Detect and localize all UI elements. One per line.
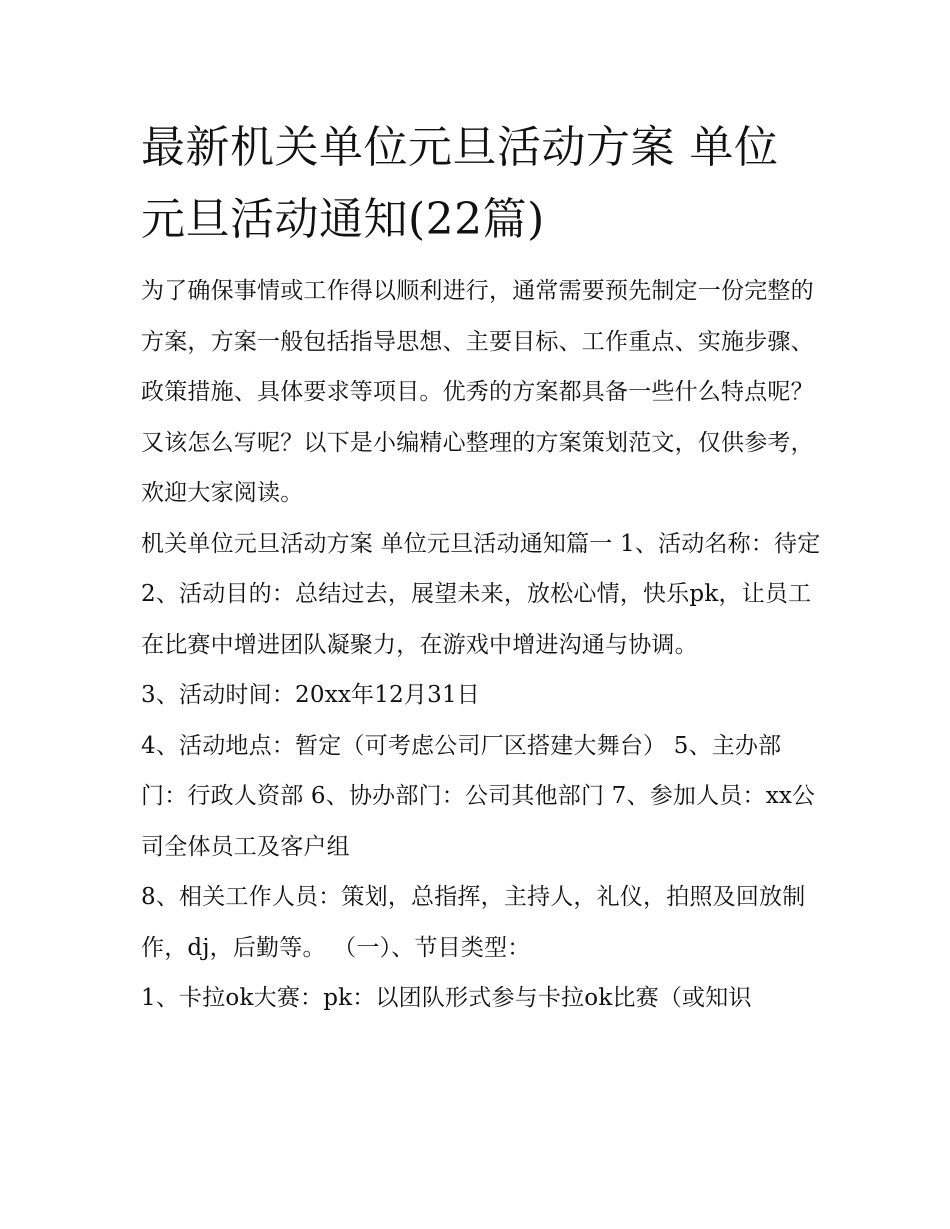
activity-name-paragraph: 机关单位元旦活动方案 单位元旦活动通知篇一 1、活动名称：待定 — [141, 530, 821, 557]
activity-location-paragraph: 4、活动地点：暂定（可考虑公司厂区搭建大舞台） 5、主办部门：行政人资部 6、协办部门：公司其他部门 7、参加人员：xx公司全体员工及客户组 — [141, 732, 816, 860]
staff-paragraph: 8、相关工作人员：策划，总指挥，主持人，礼仪，拍照及回放制作，dj，后勤等。 （一）、节目类型： — [141, 884, 806, 961]
intro-paragraph: 为了确保事情或工作得以顺利进行，通常需要预先制定一份完整的方案，方案一般包括指导思想、主要目标、工作重点、实施步骤、政策措施、具体要求等项目。优秀的方案都具备一些什么特点呢？又该怎么写呢？以下是小编精心整理的方案策划范文，仅供参考，欢迎大家阅读。 — [141, 278, 814, 506]
karaoke-paragraph: 1、卡拉ok大赛：pk：以团队形式参与卡拉ok比赛（或知识 — [141, 985, 752, 1011]
activity-time-paragraph: 3、活动时间：20xx年12月31日 — [141, 682, 480, 708]
activity-purpose-paragraph: 2、活动目的：总结过去，展望未来，放松心情，快乐pk，让员工在比赛中增进团队凝聚力，在游戏中增进沟通与协调。 — [141, 581, 812, 658]
document-body — [141, 112, 821, 1024]
document-title: 最新机关单位元旦活动方案 单位元旦活动通知(22篇) — [141, 122, 779, 245]
